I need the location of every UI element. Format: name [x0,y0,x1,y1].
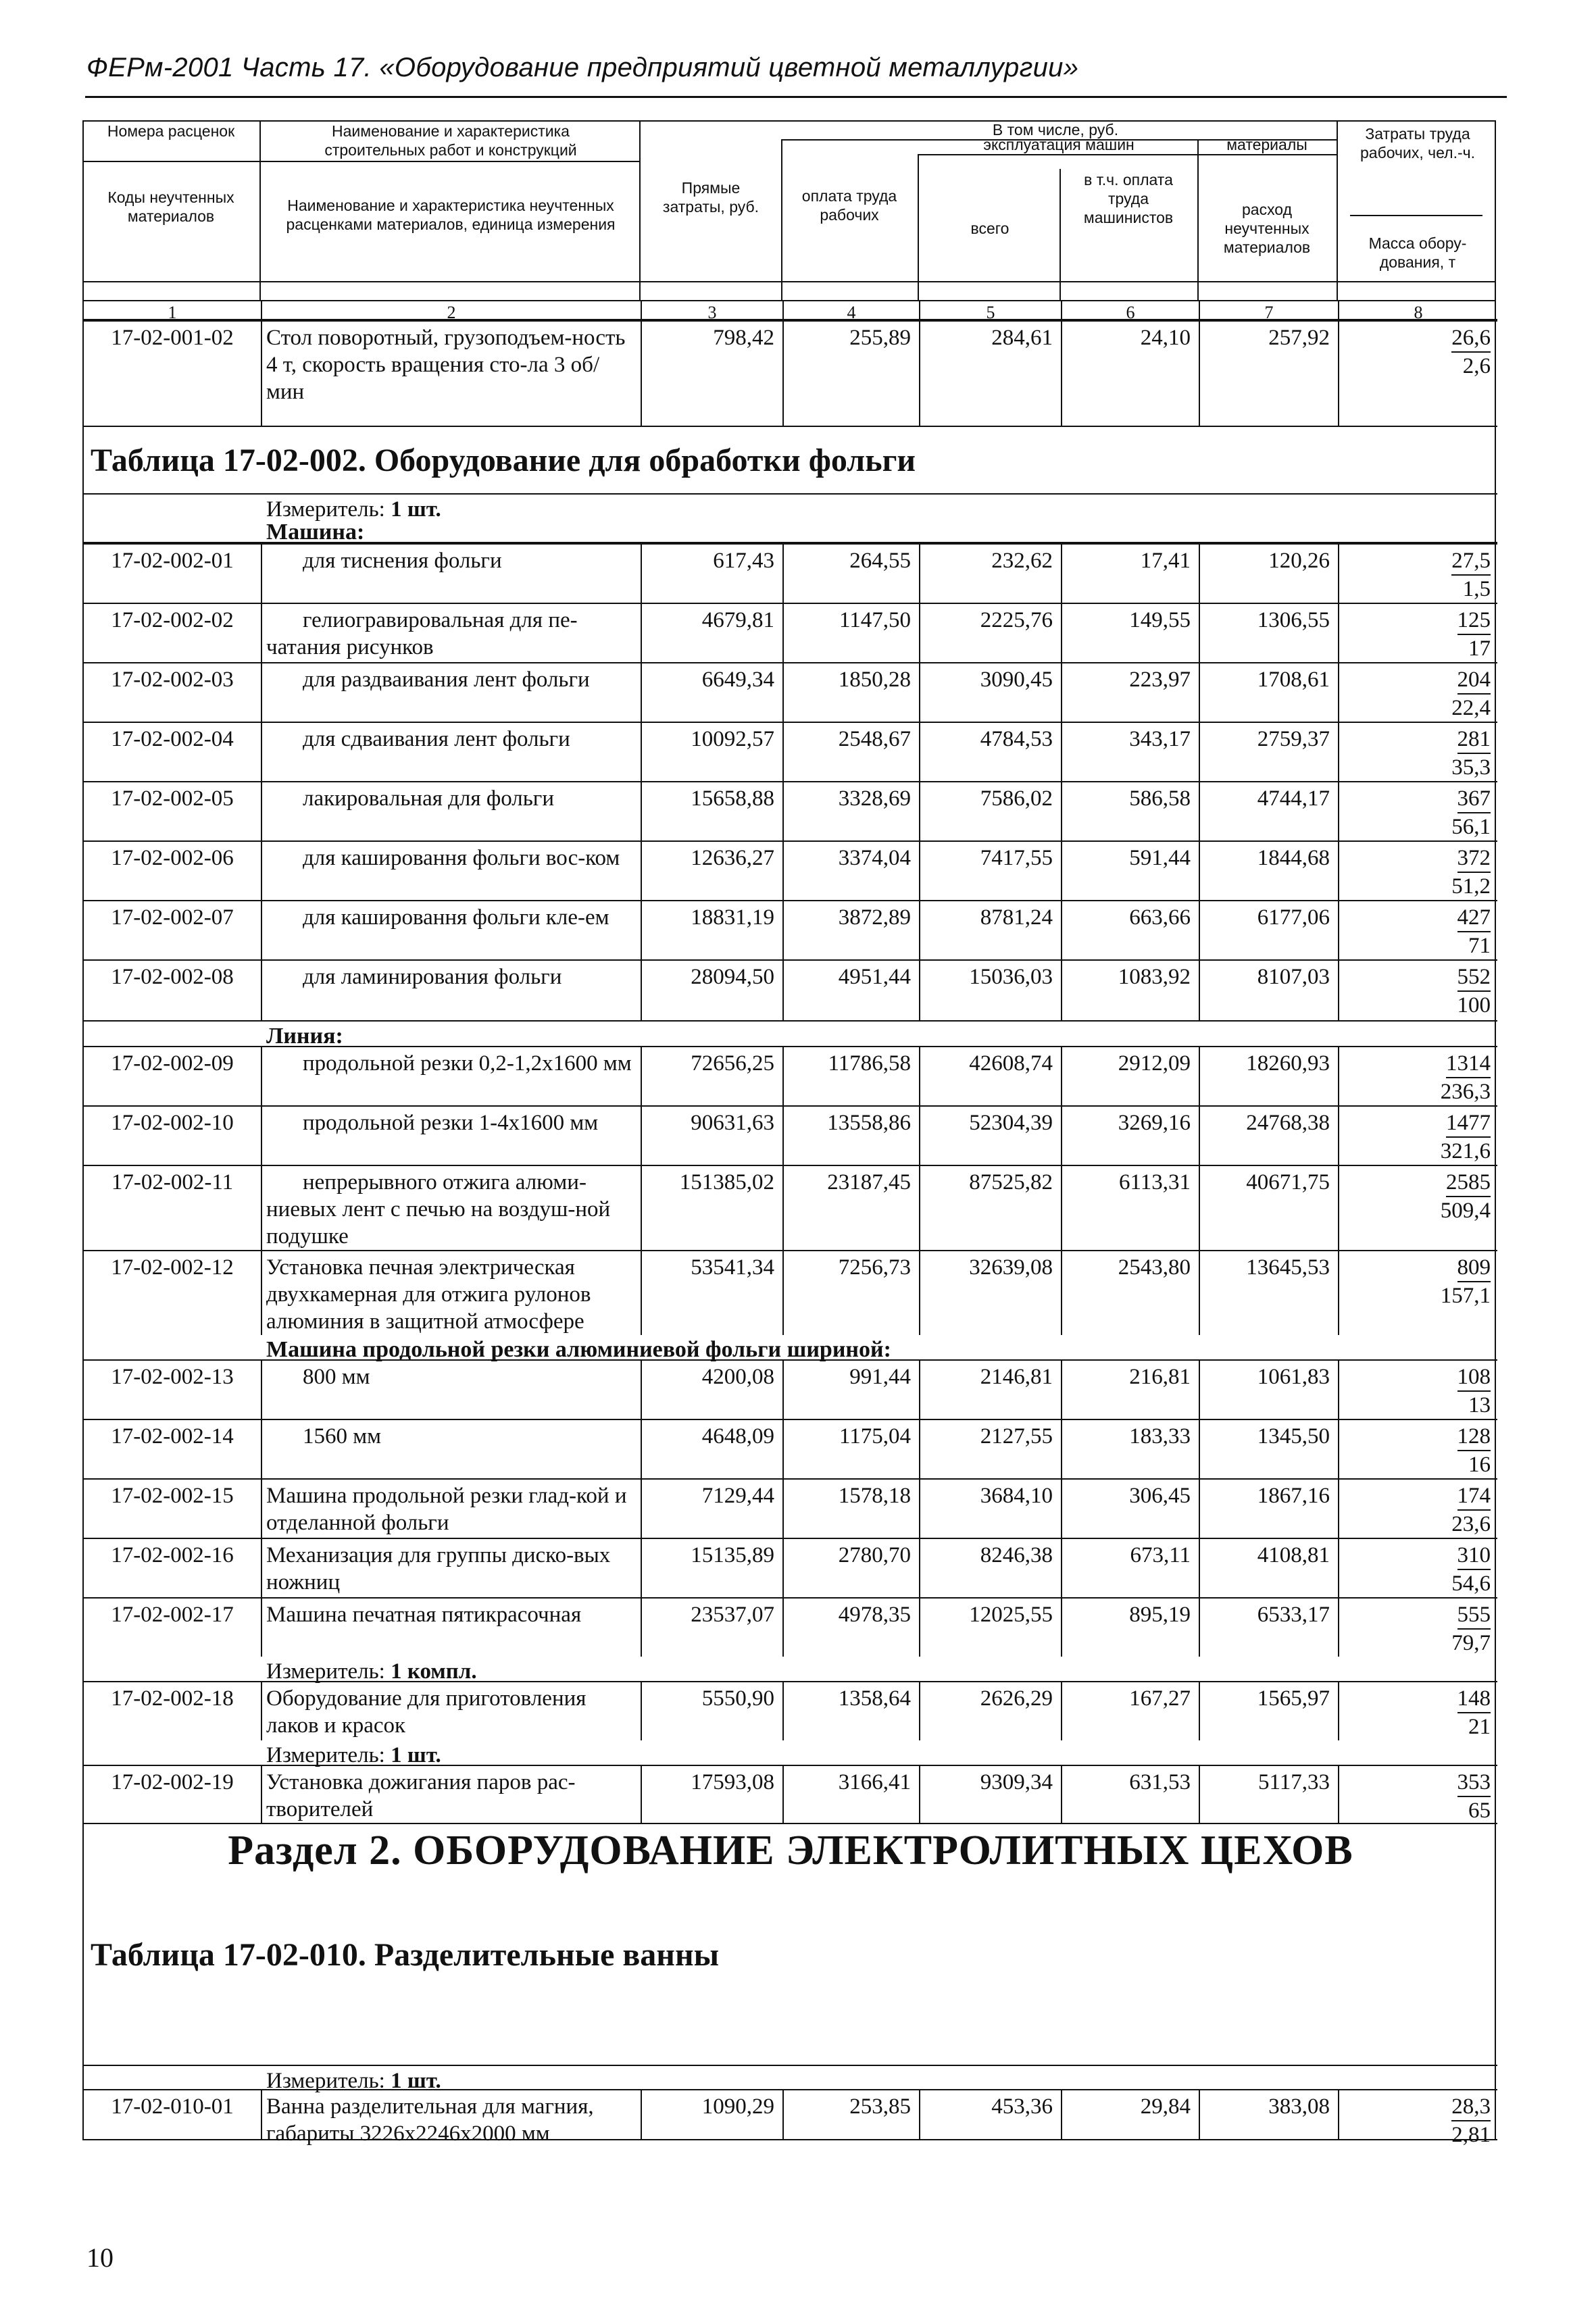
row-code: 17-02-002-12 [111,1255,234,1280]
row-wages: 1358,64 [782,1682,919,1740]
row-code: 17-02-002-10 [111,1111,234,1135]
row-wages: 264,55 [782,545,919,603]
row-machinists-wages: 3269,16 [1061,1107,1199,1165]
col-including: В том числе, руб. [992,121,1119,139]
row-name-text: Машина продольной резки глад-кой и отделанной фольги [266,1484,627,1535]
row-wages: 2780,70 [782,1539,919,1597]
row-machinists-wages: 29,84 [1061,2090,1199,2139]
table-002-title: Таблица 17-02-002. Оборудование для обработки фольги [91,443,916,478]
row-materials: 18260,93 [1199,1047,1338,1105]
row-labor-mass [1338,604,1497,662]
row-materials: 1844,68 [1199,842,1338,900]
row-machines-total: 87525,82 [919,1166,1061,1250]
measure-unit [261,495,1497,522]
row-name [261,723,641,781]
row-machinists-wages: 586,58 [1061,782,1199,840]
row-wages: 7256,73 [782,1251,919,1335]
row-materials: 4744,17 [1199,782,1338,840]
row-machines-total: 2225,76 [919,604,1061,662]
row-labor-mass [1338,1047,1497,1105]
row-materials: 257,92 [1199,322,1338,426]
group-header: Машина продольной резки алюминиевой фольги шириной: [266,1337,891,1362]
row-machinists-wages: 1083,92 [1061,961,1199,1020]
row-labor: 28,3 [1451,2093,1491,2121]
col-codes: Коды неучтенных материалов [107,188,234,225]
row-machinists-wages: 2912,09 [1061,1047,1199,1105]
measure-label: Измеритель: [266,2069,385,2093]
row-machines-total: 15036,03 [919,961,1061,1020]
row-direct-cost: 17593,08 [641,1766,782,1823]
row-direct-cost: 12636,27 [641,842,782,900]
row-direct-cost: 151385,02 [641,1166,782,1250]
row-materials: 4108,81 [1199,1539,1338,1597]
row-direct-cost: 5550,90 [641,1682,782,1740]
table-row [84,1597,1497,1657]
row-name [261,1599,641,1657]
row-direct-cost: 15135,89 [641,1539,782,1597]
row-machines-total: 7586,02 [919,782,1061,840]
row-name [261,663,641,722]
row-direct-cost: 1090,29 [641,2090,782,2139]
table-row [84,1046,1497,1105]
row-code: 17-02-002-14 [111,1424,234,1449]
row-mass: 13 [1468,1393,1491,1417]
row-direct-cost: 10092,57 [641,723,782,781]
table-row [84,1105,1497,1165]
row-labor-mass [1338,1251,1497,1335]
row-mass: 16 [1468,1453,1491,1477]
row-labor-mass [1338,1420,1497,1478]
row-name [261,961,641,1020]
table-row [84,1419,1497,1478]
row-mass: 65 [1468,1799,1491,1823]
table-row [84,1478,1497,1538]
col-name-bottom: Наименование и характеристика неучтенных расценками материалов, единица измерения [286,197,616,233]
row-wages: 3374,04 [782,842,919,900]
group-header-row [84,1020,1497,1049]
row-mass: 2,81 [1451,2123,1491,2147]
row-labor: 108 [1457,1363,1491,1392]
row-name [261,1420,641,1478]
row-materials: 5117,33 [1199,1766,1338,1823]
table-row [84,722,1497,781]
table-row [84,1765,1497,1824]
row-direct-cost: 4679,81 [641,604,782,662]
row-wages: 1850,28 [782,663,919,722]
table-row [84,840,1497,900]
row-name [261,1682,641,1740]
row-labor-mass [1338,1766,1497,1823]
row-wages: 255,89 [782,322,919,426]
row-labor: 310 [1457,1542,1491,1570]
row-materials: 6177,06 [1199,901,1338,959]
col-materials: материалы [1226,136,1307,153]
row-mass: 56,1 [1451,815,1491,839]
measure-unit [261,1740,1497,1765]
row-labor: 125 [1457,607,1491,635]
row-wages: 4951,44 [782,961,919,1020]
group-header: Машина: [266,520,365,545]
row-name [261,1107,641,1165]
row-name-text: 1560 мм [303,1424,382,1449]
row-direct-cost: 4200,08 [641,1361,782,1419]
measure-value: 1 компл. [391,1659,477,1684]
col-wages: оплата труда рабочих [801,187,897,224]
row-name [261,322,641,426]
row-name-text: Стол поворотный, грузоподъем-ность 4 т, скорость вращения сто-ла 3 об/мин [266,326,626,404]
column-numbers-row: 1 2 3 4 5 6 7 8 [84,301,1497,320]
row-machines-total: 9309,34 [919,1766,1061,1823]
row-machinists-wages: 306,45 [1061,1480,1199,1538]
row-name [261,1251,641,1335]
row-mass: 51,2 [1451,874,1491,899]
row-materials: 1867,16 [1199,1480,1338,1538]
row-direct-cost: 15658,88 [641,782,782,840]
row-materials: 1708,61 [1199,663,1338,722]
row-labor: 1314 [1446,1050,1491,1078]
col-mass: Масса обору-дования, т [1368,234,1467,271]
table-row [84,1681,1497,1740]
row-mass: 509,4 [1440,1199,1491,1223]
row-machines-total: 284,61 [919,322,1061,426]
row-labor-mass [1338,961,1497,1020]
table-row [84,662,1497,722]
row-materials: 8107,03 [1199,961,1338,1020]
row-machinists-wages: 663,66 [1061,901,1199,959]
row-labor: 148 [1457,1685,1491,1713]
row-machines-total: 2127,55 [919,1420,1061,1478]
row-materials: 383,08 [1199,2090,1338,2139]
table-row [84,320,1497,427]
row-mass: 22,4 [1451,696,1491,720]
row-labor-mass [1338,2090,1497,2147]
row-labor: 427 [1457,904,1491,932]
row-code: 17-02-002-07 [111,905,234,930]
table-row [84,781,1497,840]
row-labor-mass [1338,1599,1497,1657]
row-wages: 253,85 [782,2090,919,2139]
row-name-text: Установка печная электрическая двухкамерная для отжига рулонов алюминия в защитной атмосфере [266,1255,591,1334]
row-machinists-wages: 6113,31 [1061,1166,1199,1250]
row-labor-mass [1338,901,1497,959]
row-labor: 367 [1457,785,1491,813]
row-labor-mass [1338,782,1497,840]
row-code: 17-02-002-13 [111,1365,234,1389]
row-machinists-wages: 17,41 [1061,545,1199,603]
row-machines-total: 4784,53 [919,723,1061,781]
row-mass: 321,6 [1440,1139,1491,1163]
row-materials: 120,26 [1199,545,1338,603]
row-name [261,1047,641,1105]
group-header-row [84,518,1497,543]
row-machinists-wages: 149,55 [1061,604,1199,662]
page-header: ФЕРм-2001 Часть 17. «Оборудование предприятий цветной металлургии» [86,53,1079,82]
row-machinists-wages: 183,33 [1061,1420,1199,1478]
row-code: 17-02-002-03 [111,668,234,692]
row-labor: 1477 [1446,1109,1491,1138]
row-materials: 40671,75 [1199,1166,1338,1250]
row-wages: 991,44 [782,1361,919,1419]
row-machines-total: 8246,38 [919,1539,1061,1597]
row-wages: 11786,58 [782,1047,919,1105]
row-machinists-wages: 895,19 [1061,1599,1199,1657]
row-labor-mass [1338,1539,1497,1597]
row-name-text: Оборудование для приготовления лаков и красок [266,1686,587,1738]
row-materials: 2759,37 [1199,723,1338,781]
row-labor-mass [1338,1166,1497,1250]
row-machines-total: 2626,29 [919,1682,1061,1740]
row-wages: 4978,35 [782,1599,919,1657]
row-mass: 35,3 [1451,755,1491,780]
row-wages: 3328,69 [782,782,919,840]
row-labor-mass [1338,1682,1497,1740]
row-name-text: для кашировання фольги кле-ем [303,905,609,930]
header-rule [85,96,1507,98]
table-row [84,1359,1497,1419]
measure-unit [261,2066,1497,2093]
row-labor: 552 [1457,963,1491,992]
row-name [261,545,641,603]
row-name [261,1766,641,1823]
measure-value: 1 шт. [391,1743,441,1767]
row-machines-total: 52304,39 [919,1107,1061,1165]
table-row [84,900,1497,959]
table-row [84,1250,1497,1335]
row-labor: 281 [1457,726,1491,754]
row-machinists-wages: 2543,80 [1061,1251,1199,1335]
table-row [84,2089,1497,2147]
row-code: 17-02-002-11 [111,1170,234,1194]
row-wages: 1147,50 [782,604,919,662]
measure-value: 1 шт. [391,497,441,522]
row-name-text: Ванна разделительная для магния, габариты 3226х2246х2000 мм [266,2094,594,2146]
col-materials-unaccounted: расход неучтенных материалов [1223,201,1311,256]
row-machinists-wages: 216,81 [1061,1361,1199,1419]
row-code: 17-02-002-01 [111,549,234,573]
row-wages: 1578,18 [782,1480,919,1538]
row-labor: 26,6 [1451,324,1491,353]
group-header-row [84,1335,1497,1362]
group-header: Линия: [266,1024,343,1049]
measure-row [84,1740,1497,1765]
row-mass: 1,5 [1462,577,1491,601]
row-name [261,1539,641,1597]
table-row [84,1165,1497,1250]
row-machines-total: 7417,55 [919,842,1061,900]
table-row [84,603,1497,662]
row-name-text: продольной резки 0,2-1,2х1600 мм [303,1051,632,1076]
row-wages: 1175,04 [782,1420,919,1478]
col-numbers: Номера расценок [107,122,235,140]
measure-unit [261,1657,1497,1684]
row-materials: 6533,17 [1199,1599,1338,1657]
table-row [84,543,1497,603]
row-direct-cost: 617,43 [641,545,782,603]
row-machinists-wages: 343,17 [1061,723,1199,781]
row-machinists-wages: 223,97 [1061,663,1199,722]
row-machines-total: 2146,81 [919,1361,1061,1419]
row-name-text: продольной резки 1-4х1600 мм [303,1111,599,1135]
row-labor-mass [1338,663,1497,722]
row-labor: 372 [1457,845,1491,873]
row-machines-total: 12025,55 [919,1599,1061,1657]
row-name-text: для тиснения фольги [303,549,502,573]
row-code: 17-02-002-02 [111,608,234,632]
row-machines-total: 3090,45 [919,663,1061,722]
row-labor-mass [1338,322,1497,426]
row-name-text: для раздваивания лент фольги [303,668,590,692]
row-machinists-wages: 167,27 [1061,1682,1199,1740]
col-name-top: Наименование и характеристика строительных работ и конструкций [324,122,577,159]
row-name [261,1480,641,1538]
row-mass: 157,1 [1440,1284,1491,1308]
row-code: 17-02-002-06 [111,846,234,870]
row-mass: 236,3 [1440,1080,1491,1104]
row-machines-total: 3684,10 [919,1480,1061,1538]
row-machinists-wages: 591,44 [1061,842,1199,900]
row-machinists-wages: 24,10 [1061,322,1199,426]
table-body [82,301,1496,2147]
row-labor-mass [1338,1480,1497,1538]
row-materials: 1061,83 [1199,1361,1338,1419]
row-mass: 54,6 [1451,1571,1491,1596]
row-code: 17-02-002-09 [111,1051,234,1076]
row-materials: 13645,53 [1199,1251,1338,1335]
row-name [261,604,641,662]
row-machines-total: 32639,08 [919,1251,1061,1335]
row-code: 17-02-002-08 [111,965,234,989]
row-labor-mass [1338,1107,1497,1165]
row-code: 17-02-002-19 [111,1770,234,1794]
row-name-text: непрерывного отжига алюми-ниевых лент с печью на воздуш-ной подушке [266,1170,611,1249]
row-mass: 2,6 [1462,354,1491,378]
row-direct-cost: 798,42 [641,322,782,426]
row-direct-cost: 18831,19 [641,901,782,959]
row-mass: 71 [1468,934,1491,958]
row-code: 17-02-002-17 [111,1603,234,1627]
row-direct-cost: 23537,07 [641,1599,782,1657]
row-labor-mass [1338,723,1497,781]
row-labor: 174 [1457,1482,1491,1511]
row-labor: 555 [1457,1601,1491,1630]
row-machines-total: 8781,24 [919,901,1061,959]
col-machines: эксплуатация машин [983,136,1134,153]
row-materials: 24768,38 [1199,1107,1338,1165]
row-machines-total: 232,62 [919,545,1061,603]
col-direct: Прямые затраты, руб. [662,179,759,216]
row-labor-mass [1338,1361,1497,1419]
row-name [261,782,641,840]
row-labor: 353 [1457,1769,1491,1797]
col-machines-total: всего [970,220,1009,237]
col-labor: Затраты труда рабочих, чел.-ч. [1360,125,1475,161]
row-labor: 809 [1457,1254,1491,1282]
row-name-text: для кашировання фольги вос-ком [303,846,620,870]
row-machines-total: 453,36 [919,2090,1061,2139]
row-wages: 3166,41 [782,1766,919,1823]
measure-label: Измеритель: [266,1743,385,1767]
section-title: Раздел 2. ОБОРУДОВАНИЕ ЭЛЕКТРОЛИТНЫХ ЦЕХОВ [228,1828,1353,1873]
table-010-title: Таблица 17-02-010. Разделительные ванны [91,1937,720,1973]
row-labor: 204 [1457,666,1491,695]
row-mass: 23,6 [1451,1512,1491,1536]
row-code: 17-02-001-02 [111,326,234,350]
row-wages: 3872,89 [782,901,919,959]
row-code: 17-02-002-18 [111,1686,234,1711]
row-name-text: для ламинирования фольги [303,965,562,989]
row-wages: 2548,67 [782,723,919,781]
row-wages: 13558,86 [782,1107,919,1165]
row-mass: 100 [1457,993,1491,1017]
row-direct-cost: 4648,09 [641,1420,782,1478]
row-name [261,901,641,959]
row-name [261,1166,641,1250]
row-name [261,2090,641,2146]
measure-row [84,493,1497,522]
row-labor-mass [1338,545,1497,603]
measure-value: 1 шт. [391,2069,441,2093]
measure-row [84,2065,1497,2093]
table-row [84,959,1497,1020]
page-number: 10 [86,2242,114,2273]
row-materials: 1565,97 [1199,1682,1338,1740]
row-code: 17-02-002-04 [111,727,234,751]
row-code: 17-02-002-15 [111,1484,234,1508]
row-name-text: Механизация для группы диско-вых ножниц [266,1543,611,1594]
row-direct-cost: 28094,50 [641,961,782,1020]
row-name [261,842,641,900]
row-code: 17-02-002-16 [111,1543,234,1567]
row-direct-cost: 90631,63 [641,1107,782,1165]
row-machinists-wages: 673,11 [1061,1539,1199,1597]
row-name [261,1361,641,1419]
row-labor: 2585 [1446,1169,1491,1197]
row-materials: 1345,50 [1199,1420,1338,1478]
row-mass: 21 [1468,1715,1491,1739]
row-machines-total: 42608,74 [919,1047,1061,1105]
row-labor-mass [1338,842,1497,900]
measure-label: Измеритель: [266,497,385,522]
row-direct-cost: 72656,25 [641,1047,782,1105]
row-machinists-wages: 631,53 [1061,1766,1199,1823]
row-direct-cost: 6649,34 [641,663,782,722]
row-mass: 79,7 [1451,1631,1491,1655]
row-name-text: Машина печатная пятикрасочная [266,1603,582,1627]
row-direct-cost: 53541,34 [641,1251,782,1335]
row-name-text: для сдваивания лент фольги [303,727,570,751]
row-wages: 23187,45 [782,1166,919,1250]
row-labor: 128 [1457,1423,1491,1451]
row-mass: 17 [1468,636,1491,661]
column-header [82,120,1496,301]
row-name-text: 800 мм [303,1365,370,1389]
row-name-text: лакировальная для фольги [303,786,554,811]
row-code: 17-02-002-05 [111,786,234,811]
measure-row [84,1657,1497,1684]
col-machinists: в т.ч. оплата труда машинистов [1083,171,1174,226]
row-name-text: гелиогравировальная для пе-чатания рисунков [266,608,578,659]
measure-label: Измеритель: [266,1659,385,1684]
row-direct-cost: 7129,44 [641,1480,782,1538]
row-labor: 27,5 [1451,547,1491,576]
table-row [84,1538,1497,1597]
row-name-text: Установка дожигания паров рас-творителей [266,1770,576,1821]
row-materials: 1306,55 [1199,604,1338,662]
row-code: 17-02-010-01 [111,2094,234,2119]
